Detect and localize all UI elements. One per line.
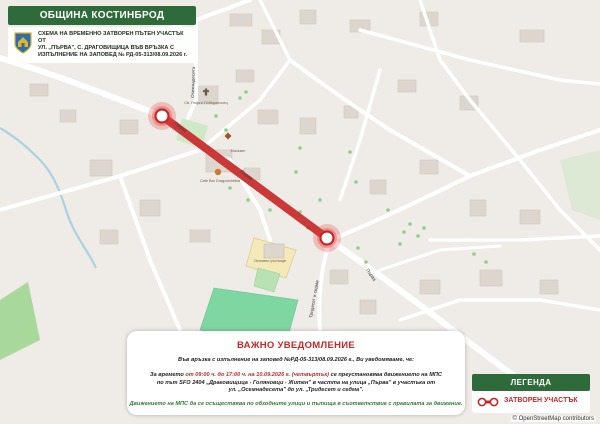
street-label-osemnadeseta: Осемнадесета (190, 66, 197, 99)
street-label-trideset-sedma: Тридесет и седма (308, 279, 320, 319)
notice-main-line-2: по път SFO 2404 „Драговищица - Голяновци - Житен" в частта на улица „Първа" в участъка от (156, 379, 436, 386)
poi-label-cafe: Cafe Bar Dragovishtitsa (199, 179, 241, 183)
notice-intro: Във връзка с изпълнение на заповед №РД-05-313/08.09.2026 г., Ви уведомяваме, че: (178, 357, 414, 363)
notice-main-line-1 (127, 372, 465, 379)
header-panel (8, 6, 196, 63)
legend-item (472, 391, 590, 413)
legend-panel (472, 374, 590, 413)
notice-time-range: от 09:00 ч. до 17:00 ч. на 10.09.2026 г. (четвъртък) (185, 372, 330, 379)
header-line-3: ИЗПЪЛНЕНИЕ НА ЗАПОВЕД № РД-05-313/08.09.2026 г. (38, 52, 188, 58)
poi-label-church: Св. Георги Победоносец (184, 101, 228, 105)
notice-title: ВАЖНО УВЕДОМЛЕНИЕ (236, 340, 356, 351)
header-description (8, 27, 196, 63)
coat-of-arms-icon (14, 32, 32, 54)
legend-item-label: ЗАТВОРЕН УЧАСТЪК (504, 397, 578, 404)
legend-title: ЛЕГЕНДА (472, 374, 590, 391)
municipality-title: ОБЩИНА КОСТИНБРОД (8, 6, 196, 25)
poi-label-school: Основно училище (254, 259, 286, 263)
attribution-link[interactable]: © OpenStreetMap contributors (512, 416, 594, 422)
street-label-parva: Първа (239, 168, 254, 182)
notice-panel (127, 331, 465, 415)
notice-detour-note: Движението на МПС да се осъществява по обходните улици и пътища в съответствие с правилата за движение. (129, 400, 463, 407)
street-label-parva: Първа (173, 120, 188, 134)
header-line-1: СХЕМА НА ВРЕМЕННО ЗАТВОРЕН ПЪТЕН УЧАСТЪК ОТ (38, 31, 184, 44)
closed-segment-icon (477, 396, 499, 408)
closure-end-marker[interactable] (313, 224, 341, 252)
closure-start-marker[interactable] (148, 102, 176, 130)
cafe-icon (215, 169, 221, 175)
notice-main-text: За времето (150, 372, 186, 379)
notice-main-text: се преустановява движението на МПС (329, 372, 442, 379)
street-label-parva: Първа (365, 267, 378, 282)
poi-label-store: Магазин (230, 149, 246, 153)
header-line-2: УЛ. „ПЪРВА", С. ДРАГОВИЩИЦА ВЪВ ВРЪЗКА С (38, 45, 174, 51)
notice-main-line-3: ул. „Осемнадесета" до ул. „Тридесет и седма". (228, 387, 364, 394)
